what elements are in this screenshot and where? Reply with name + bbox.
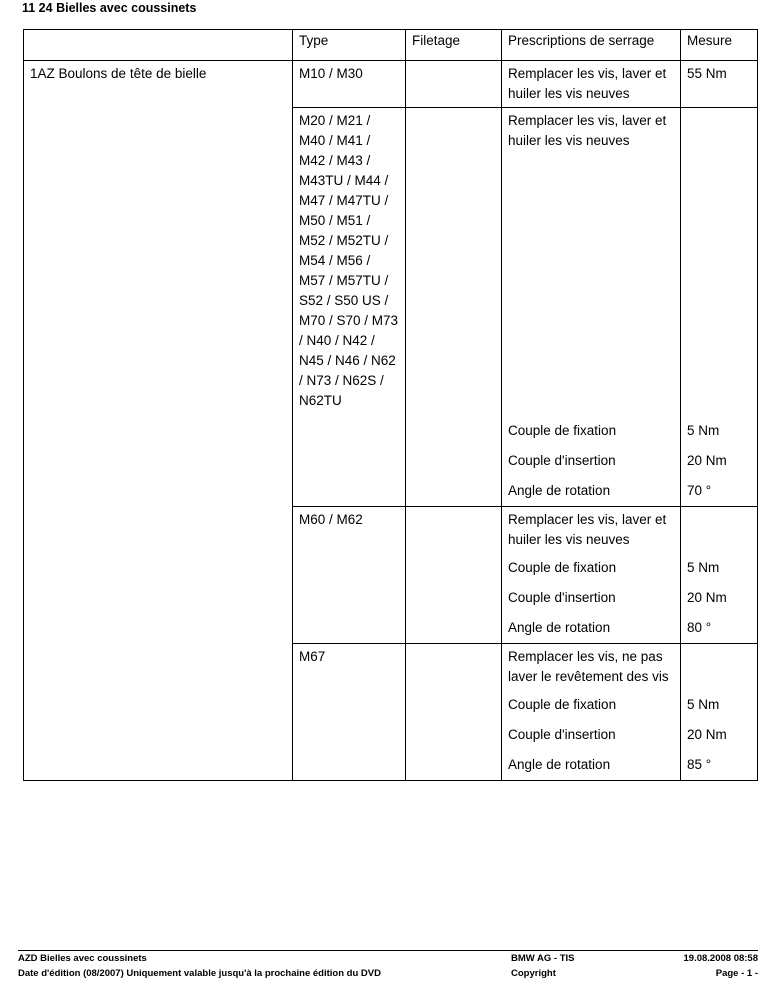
type-cell: M20 / M21 / M40 / M41 / M42 / M43 / M43TU / M44 / M47 / M47TU / M50 / M51 / M52 / M52TU / M54 / M56 / M57 / M57TU / S52 / S50 US / M70 / S70 / M73 / N40 / N42 / N45 / N46 / N62 / N73 / N62S / N62TU xyxy=(293,108,406,507)
prescription-cell: Remplacer les vis, ne pas laver le revêtement des vis xyxy=(502,644,681,691)
mesure-cell: 70 ° xyxy=(681,476,758,507)
header-cell-type: Type xyxy=(293,30,406,61)
prescription-cell: Remplacer les vis, laver et huiler les vis neuves xyxy=(502,507,681,554)
footer-document-title: AZD Bielles avec coussinets xyxy=(18,953,147,964)
prescription-cell: Angle de rotation xyxy=(502,750,681,781)
filetage-cell xyxy=(406,507,502,644)
header-cell-mesure: Mesure xyxy=(681,30,758,61)
mesure-cell: 5 Nm xyxy=(681,553,758,583)
mesure-cell: 20 Nm xyxy=(681,720,758,750)
type-cell: M60 / M62 xyxy=(293,507,406,644)
prescription-cell: Couple d'insertion xyxy=(502,446,681,476)
type-cell: M67 xyxy=(293,644,406,781)
mesure-cell: 20 Nm xyxy=(681,583,758,613)
header-cell-filetage: Filetage xyxy=(406,30,502,61)
mesure-cell xyxy=(681,507,758,554)
header-cell-component xyxy=(24,30,293,61)
mesure-cell: 20 Nm xyxy=(681,446,758,476)
filetage-cell xyxy=(406,61,502,108)
table-header-row xyxy=(24,30,758,61)
prescription-cell: Couple de fixation xyxy=(502,416,681,446)
page-footer xyxy=(18,950,758,981)
footer-edition-note: Date d'édition (08/2007) Uniquement valable jusqu'à la prochaine édition du DVD xyxy=(18,968,381,979)
mesure-cell: 55 Nm xyxy=(681,61,758,108)
mesure-cell: 5 Nm xyxy=(681,416,758,446)
footer-timestamp: 19.08.2008 08:58 xyxy=(683,953,758,964)
footer-page-number: Page - 1 - xyxy=(715,968,758,979)
prescription-cell: Couple d'insertion xyxy=(502,720,681,750)
prescription-cell: Couple de fixation xyxy=(502,553,681,583)
type-cell: M10 / M30 xyxy=(293,61,406,108)
component-cell: 1AZ Boulons de tête de bielle xyxy=(24,61,293,781)
prescription-cell: Remplacer les vis, laver et huiler les vis neuves xyxy=(502,108,681,417)
footer-copyright: Copyright xyxy=(511,968,556,979)
torque-spec-table xyxy=(23,29,758,781)
prescription-cell: Angle de rotation xyxy=(502,476,681,507)
prescription-cell: Angle de rotation xyxy=(502,613,681,644)
filetage-cell xyxy=(406,108,502,507)
page-title: 11 24 Bielles avec coussinets xyxy=(22,1,197,15)
filetage-cell xyxy=(406,644,502,781)
mesure-cell: 80 ° xyxy=(681,613,758,644)
mesure-cell xyxy=(681,644,758,691)
prescription-cell: Couple de fixation xyxy=(502,690,681,720)
mesure-cell xyxy=(681,108,758,417)
prescription-cell: Couple d'insertion xyxy=(502,583,681,613)
footer-publisher: BMW AG - TIS xyxy=(511,953,575,964)
table-row xyxy=(24,61,758,108)
header-cell-prescription: Prescriptions de serrage xyxy=(502,30,681,61)
prescription-cell: Remplacer les vis, laver et huiler les vis neuves xyxy=(502,61,681,108)
mesure-cell: 85 ° xyxy=(681,750,758,781)
mesure-cell: 5 Nm xyxy=(681,690,758,720)
